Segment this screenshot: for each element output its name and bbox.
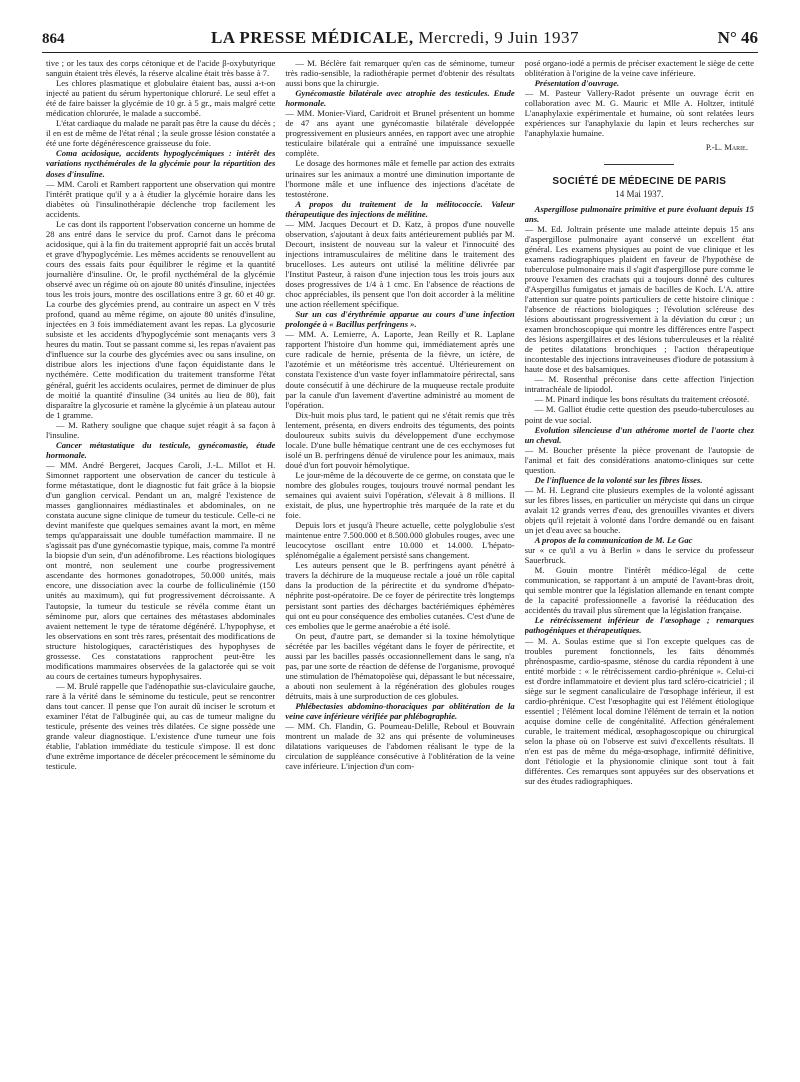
section-divider xyxy=(604,164,674,165)
paragraph: — M. Brulé rappelle que l'adénopathie sus-claviculaire gauche, rare à la vérité dans le séminome du testicule, peut se rencontrer dans tout cancer. Il pense que l'on aurait dû inciser le scrotum et examiner l'état de l'albuginée qui, au cas de tumeur maligne du testicule, présente des veines très dilatées. Ce signe possède une grande valeur diagnostique. L'existence d'une tumeur une fois établie, l'ablation immédiate du testicule s'impose. Il est donc d'une extrême importance de déceler précocement le séminome du testicule. xyxy=(46,680,276,772)
page-number: 864 xyxy=(42,31,65,47)
paragraph: Le cas dont ils rapportent l'observation concerne un homme de 28 ans entré dans le service du prof. Carnot dans le précoma acidosique, qui à la fin du traitement approprié fait un accès brutal et grave d'hypoglycémie. Les mêmes accidents se renouvellent au cours des essais faits pour équilibrer le régime et la quantité journalière d'insuline. Or, le profil nycthéméral de la glycémie observé avec un régime où on ajoute 80 unités d'insuline, injectées tous les trois jours, montre des oscillations entre 3 gr. 60 et 40 gr. La courbe des glycémies prend, au contraire un aspect en V très profond, quand au même régime, on ajoute 80 unités d'insuline, injectées en 3 fois immédiatement avant les repas. La glycosurie subsiste et les accidents d'hypoglycémie sont menaçants vers 3 heures du matin. Tout se passant comme si, les repas n'avaient pas d'influence sur la courbe des glycémies avec ou sans insuline, on distribue alors les injections d'une façon équidistante dans le nycthémère. Cette modification du traitement transforme l'état général, guérit les accidents oculaires, permet de diminuer de plus de moitié la quantité d'insuline (34 unités au lieu de 80), fait disparaître la glycosurie et ramène la glycémie à un plateau autour de 1 gramme. xyxy=(46,218,276,420)
paragraph: — M. Galliot étudie cette question des pseudo-tuberculoses au point de vue social. xyxy=(524,404,754,425)
paragraph: — M. Boucher présente la pièce provenant de l'autopsie de l'animal et fait des considérations anatomo-cliniques sur cette question. xyxy=(524,444,754,475)
paragraph: M. Gouin montre l'intérêt médico-légal de cette communication, se rapportant à un amputé de l'avant-bras droit, qui semble montrer que la législation allemande en tenant compte de la capacité professionnelle a favorisé la rééducation des accidentés du travail plus sûrement que la législation française. xyxy=(524,565,754,616)
section-heading: Gynécomastie bilatérale avec atrophie des testicules. Etude hormonale. xyxy=(285,88,515,109)
journal-name: LA PRESSE MÉDICALE, xyxy=(210,28,414,47)
section-heading: A propos du traitement de la mélitococcie. Valeur thérapeutique des injections de mélitine. xyxy=(285,198,515,219)
paragraph: — MM. Monier-Viard, Caridroit et Brunel présentent un homme de 47 ans ayant une gynécomastie bilatérale développée progressivement en plusieurs années, en rapport avec une atrophie testiculaire bilatérale qui a entraîné une impuissance sexuelle complète. xyxy=(285,108,515,159)
paragraph: On peut, d'autre part, se demander si la toxine hémolytique sécrétée par les bacilles végétant dans le foyer de périrectite, et aussi par les bacilles passés occasionnellement dans le sang, n'a pas, par une sorte de réaction de défense de l'organisme, provoqué une stimulation de l'hématopoïèse qui, dépassant le but nécessaire, a abouti non seulement à la régénération des globules rouges détruits, mais à une surproduction de ces globules. xyxy=(285,630,515,701)
paragraph: — MM. André Bergeret, Jacques Caroli, J.-L. Millot et H. Simonnet rapportent une observation de cancer du testicule à forme métastatique, dont le diagnostic fut fait grâce à la biopsie d'un ganglion cervical. Pendant un an, malgré l'existence de masses ganglionnaires médiastinales et abdominales, on ne constata aucune signe clinique de tumeur du testicule. Celle-ci ne devint manifeste que quelques semaines avant la mort, en même temps qu'apparaissait une double tuméfaction mammaire. Il ne s'agissait pas d'une gynécomastie typique, mais, comme l'a montré la biopsie d'un sein, d'un adénofibrome. Les réactions biologiques ont montré, non seulement une courbe progressivement ascendante des hormones gonadotropes, 50.000 unités, mais encore, une dissociation avec la courbe de folliculinémie (150 unités au maximum), qui fut progressivement décroissante. A l'autopsie, la tumeur du testicule se révéla comme étant un séminome pur, alors que certaines des métastases abdominales avaient nettement le type de tératome dégénéré. L'hypophyse, et les observations en sont très rares, présentait des modifications de structure histologiques, caractéristiques des hypophyses de grossesse. Ces constatations rapprochent peut-être les modifications mammaires observées de la galactorée qui se voit au cours de certaines tumeurs hypophysaires. xyxy=(46,459,276,681)
paragraph: Dix-huit mois plus tard, le patient qui ne s'était remis que très lentement, présenta, en divers endroits des téguments, des points douloureux subits suivis du développement d'une ecchymose locale. D'une bulle hématique centrant une de ces ecchymoses fut isolé un B. perfringens dénué de virulence pour les animaux, mais doué d'un fort pouvoir hémolytique. xyxy=(285,409,515,470)
section-heading: Le rétrécissement inférieur de l'œsophage ; remarques pathogéniques et thérapeutiques. xyxy=(524,615,754,636)
paragraph: Les chlores plasmatique et globulaire étaient bas, aussi a-t-on injecté au patient du sérum hypertonique chloruré. Le seul effet a été de faire baisser la glycémie de 10 gr. à 5 gr., mais malgré cette médication chlorurée, le malade a succombé. xyxy=(46,78,276,119)
paragraph: — M. H. Legrand cite plusieurs exemples de la volonté agissant sur les fibres lisses, en particulier un méryciste qui dans un cirque avalait 12 grands verres d'eau, des grenouilles vivantes et divers objets qu'il rejetait à volonté dans l'ordre demandé ou en faisant un jet d'eau avec sa bouche. xyxy=(524,484,754,536)
paragraph: — MM. A. Lemierre, A. Laporte, Jean Reilly et R. Laplane rapportent l'histoire d'un homme qui, immédiatement après une cure radicale de hernie, présenta de la fièvre, un ictère, de l'azotémie et un météorisme très accentué. Ultérieurement on constata l'existence d'un vaste foyer inflammatoire périrectal, sans doute consécutif à une déchirure de la muqueuse rectale produite par la canule d'un lavement d'avertine administré au moment de l'opération. xyxy=(285,329,515,410)
issue-date: Mercredi, 9 Juin 1937 xyxy=(418,28,580,47)
paragraph: posé organo-iodé a permis de préciser exactement le siège de cette oblitération à l'origine de la veine cave inférieure. xyxy=(524,58,754,79)
paragraph: — M. A. Soulas estime que si l'on excepte quelques cas de troubles purement fonctionnels, les faits dénommés phrénospasme, cardio-spasme, sténose du cardia répondent à une entité morbide : « le rétrécissement cardio-phrénique ». Celui-ci est d'ordre inflammatoire et devient plus tard scléro-cicatriciel ; il siège sur le segment canaliculaire de l'œsophage inférieur, il est cardio-phrénique. C'est l'œsophagite qui est l'élément étiologique essentiel ; l'élément local domine l'élément de terrain et la notion acquise domine celle de congénitalité. Affection généralement curable, le traitement médical, œsophagoscopique ou chirurgical selon la phase où on l'observe est suivi d'excellents résultats. Il n'en est pas de même du méga-œsophage, infirmité définitive, dont l'étiologie et la physionomie clinique sont tout à fait différentes. Ces remarques sont appuyées sur des observations et sur des études radiographiques. xyxy=(524,635,754,787)
section-heading: Coma acidosique, accidents hypoglycémiques : intérêt des variations nycthémérales de la glycémie pour la répartition des doses d'insuline. xyxy=(46,148,276,179)
paragraph: — M. Pasteur Vallery-Radot présente un ouvrage écrit en collaboration avec M. G. Mauric et Mlle A. Holtzer, intitulé L'anaphylaxie expérimentale et humaine, où sont relatées leurs expériences sur l'anaphylaxie du lapin et leurs recherches sur l'anaphylaxie humaine. xyxy=(524,88,754,139)
column-left xyxy=(46,58,275,1074)
paragraph: — MM. Jacques Decourt et D. Katz, à propos d'une nouvelle observation, s'ajoutant à deux faits antérieurement publiés par M. Decourt, insistent de nouveau sur la valeur et l'innocuité des injections intramusculaires de mélitine dans le traitement des brucelloses. Les auteurs ont utilisé la mélitine délivrée par l'Institut Pasteur, à raison d'une injection tous les trois jours aux doses progressives de 1/4 à 1 cmc. En l'absence de réactions de choc appréciables, ils pensent que l'on doit accorder à la mélitine une action réellement spécifique. xyxy=(285,218,515,310)
section-heading: De l'influence de la volonté sur les fibres lisses. xyxy=(534,474,703,485)
paragraph: — M. Ed. Joltrain présente une malade atteinte depuis 15 ans d'aspergillose pulmonaire ayant conservé un excellent état général. Les examens physiques au point de vue clinique et les examens radiographiques plaident en faveur de l'hypothèse de tuberculose pulmonaire mais il s'agit d'aspergillose pure comme le prouve l'examen des crachats qui a toujours donné des cultures d'Aspergillus fumigatus et jamais de bacilles de Koch. L'A. attire l'attention sur quatre points particuliers de cette histoire clinique : l'absence de réactions biologiques ; l'évolution scléreuse des lésions aboutissant progressivement à la déviation du cœur ; un examen bronchoscopique qui montre les différences entre l'aspect des lésions aspergillaires et des lésions tuberculeuses et la réalité de petites dilatations bronchiques ; l'action thérapeutique incontestable des injections intraveineuses d'iodure de potassium à haute dose et des balsamiques. xyxy=(524,223,754,375)
section-heading: Aspergillose pulmonaire primitive et pure évoluant depuis 15 ans. xyxy=(524,203,754,224)
section-heading: Evolution silencieuse d'un athérome mortel de l'aorte chez un cheval. xyxy=(524,424,754,445)
article-columns xyxy=(46,58,754,1074)
paragraph: — M. Rathery souligne que chaque sujet réagit à sa façon à l'insuline. xyxy=(46,419,276,440)
paragraph: Depuis lors et jusqu'à l'heure actuelle, cette polyglobulie s'est maintenue entre 7.500.000 et 8.500.000 globules rouges, avec une leucocytose oscillant entre 10.000 et 14.000. L'hépato-splénomégalie a également persisté sans changement. xyxy=(285,520,515,561)
issue-number: N° 46 xyxy=(717,28,758,47)
section-heading: Présentation d'ouvrage. xyxy=(534,78,620,89)
page-header xyxy=(42,28,758,50)
paragraph: — M. Pinard indique les bons résultats du traitement créosoté. xyxy=(534,394,750,405)
paragraph: Les auteurs pensent que le B. perfringens ayant pénétré à travers la déchirure de la muqueuse rectale a joué un rôle capital dans la production de la périrectite et du syndrome d'hépato-néphrite post-opératoire. De ce foyer de périrectite très longtemps persistant sont parties des décharges bactériémiques éphémères qui ont eu pour conséquence des embolies cutanées. C'est d'une de ces embolies que le germe anaérobie a été isolé. xyxy=(285,560,515,631)
column-middle xyxy=(285,58,514,1074)
session-date: 14 Mai 1937. xyxy=(615,189,664,200)
paragraph: tive ; or les taux des corps cétonique et de l'acide β-oxybutyrique sanguin étaient très élevés, la réserve alcaline était très basse à 7. xyxy=(46,58,276,79)
section-heading: Cancer métastatique du testicule, gynécomastie, étude hormonale. xyxy=(46,439,276,460)
section-heading: Sur un cas d'érythrémie apparue au cours d'une infection prolongée à « Bacillus perfringens ». xyxy=(285,309,515,330)
paragraph: sur « ce qu'il a vu à Berlin » dans le service du professeur Sauerbruck. xyxy=(524,545,754,566)
header-rule xyxy=(42,52,758,53)
paragraph: Le dosage des hormones mâle et femelle par action des extraits urinaires sur les animaux a montré une diminution importante de l'hormone mâle et une influence des injections d'acétate de testostérone. xyxy=(285,158,515,199)
paragraph: Le jour-même de la découverte de ce germe, on constata que le nombre des globules rouges, toujours trouvé normal pendant les semaines qui avaient suivi l'opération, s'élevait à 8 millions. Il existait, de plus, une hypertrophie très marquée de la rate et du foie. xyxy=(285,469,515,521)
paragraph: — M. Rosenthal préconise dans cette affection l'injection intratrachéale de lipiodol. xyxy=(524,374,754,395)
journal-title xyxy=(102,28,688,48)
column-right xyxy=(525,58,754,1074)
section-heading: A propos de la communication de M. Le Gac xyxy=(534,535,693,546)
society-title: SOCIÉTÉ DE MÉDECINE DE PARIS xyxy=(552,176,727,188)
paragraph: — MM. Caroli et Rambert rapportent une observation qui montre l'intérêt pratique qu'il y a à étudier la glycémie horaire dans les diabètes où l'insulinothérapie déclenche trop facilement les accidents. xyxy=(46,178,276,219)
paragraph: L'état cardiaque du malade ne paraît pas être la cause du décès ; il en est de même de l'état rénal ; la seule grosse lésion constatée a été une forte dégénérescence graisseuse du foie. xyxy=(46,118,276,149)
author-signature: P.-L. Marie. xyxy=(705,142,748,153)
paragraph: — M. Béclère fait remarquer qu'en cas de séminome, tumeur très radio-sensible, la radiothérapie permet d'obtenir des résultats aussi bons que la chirurgie. xyxy=(285,58,515,89)
paragraph: — MM. Ch. Flandin, G. Poumeau-Delille, Reboul et Bouvrain montrent un malade de 32 ans qui présente de volumineuses dilatations variqueuses de l'abdomen réalisant le type de la circulation de suppléance consécutive à l'oblitération de la veine cave inférieure. L'injection d'un com- xyxy=(285,721,515,772)
section-heading: Phlébectasies abdomino-thoraciques par oblitération de la veine cave inférieure vérifiée par phlébographie. xyxy=(285,701,515,722)
